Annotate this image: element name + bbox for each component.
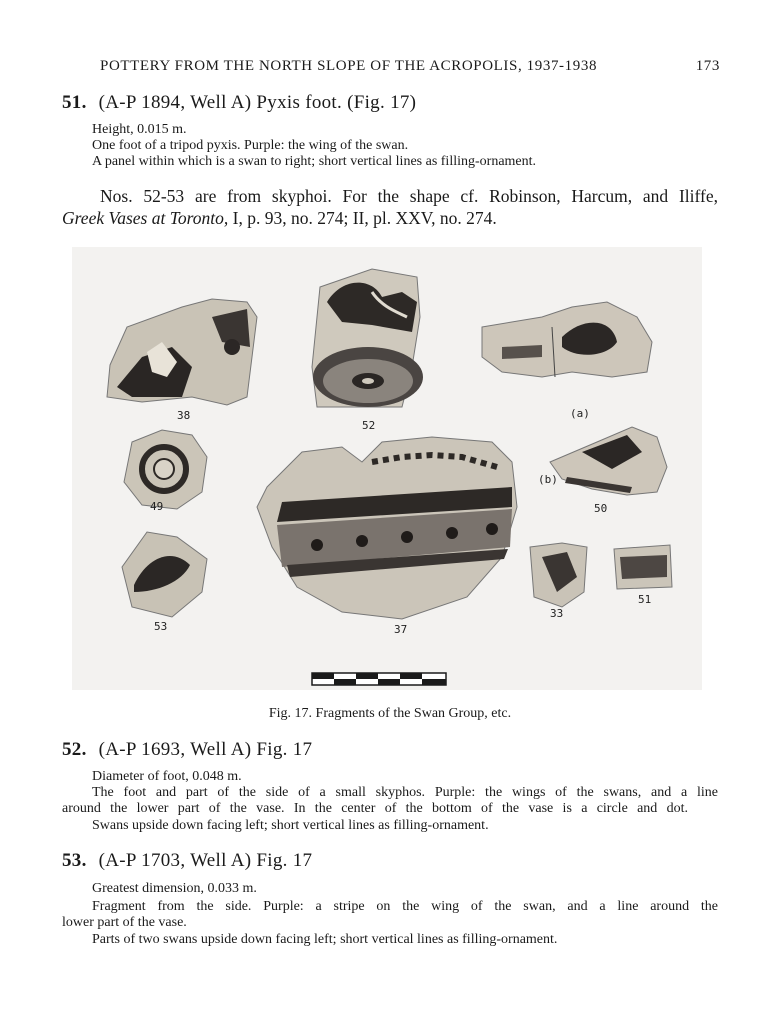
entry-52-line: Swans upside down facing left; short vertical lines as filling-ornament.: [92, 818, 489, 833]
entry-53-line: Fragment from the side. Purple: a stripe on the wing of the swan, and a line around the: [92, 899, 718, 914]
figure-17-plate: [72, 247, 702, 690]
intro-line-2-rest: I, p. 93, no. 274; II, pl. XXV, no. 274.: [228, 208, 497, 228]
intro-italic-title: Greek Vases at Toronto,: [62, 208, 229, 228]
entry-53-line: lower part of the vase.: [62, 915, 187, 930]
entry-52-title: (A-P 1693, Well A) Fig. 17: [98, 739, 313, 760]
fragment-b-50: [550, 427, 667, 495]
entry-51-line: One foot of a tripod pyxis. Purple: the wing of the swan.: [92, 138, 409, 153]
entry-52-line: The foot and part of the side of a small skyphos. Purple: the wings of the swans, and a line: [92, 785, 718, 800]
fragment-33: [530, 543, 587, 607]
label-51: 51: [638, 593, 652, 606]
label-33: 33: [550, 607, 564, 620]
fragment-49: [124, 430, 207, 509]
label-37: 37: [394, 623, 408, 636]
entry-53-title: (A-P 1703, Well A) Fig. 17: [98, 850, 313, 871]
scale-bar: [312, 673, 446, 685]
entry-52-number: 52.: [62, 739, 87, 760]
intro-line-1: Nos. 52-53 are from skyphoi. For the shape cf. Robinson, Harcum, and Iliffe,: [100, 186, 718, 206]
intro-paragraph: [62, 185, 718, 229]
entry-51-heading: [62, 92, 416, 114]
label-50: 50: [594, 502, 608, 515]
intro-line-2: [62, 208, 497, 228]
entry-53-number: 53.: [62, 850, 87, 871]
label-53: 53: [154, 620, 168, 633]
label-b: (b): [538, 473, 558, 486]
running-head-title: POTTERY FROM THE NORTH SLOPE OF THE ACROPOLIS, 1937-1938: [100, 58, 598, 74]
entry-53-heading: [62, 850, 312, 872]
entry-52-heading: [62, 739, 312, 761]
entry-51-line: Height, 0.015 m.: [92, 122, 187, 137]
entry-52-line: around the lower part of the vase. In the center of the bottom of the vase is a circle and dot.: [62, 801, 688, 816]
figure-caption: Fig. 17. Fragments of the Swan Group, etc.: [268, 706, 512, 721]
fragment-37: [257, 437, 517, 619]
fragment-53: [122, 532, 207, 617]
page-number: 173: [695, 58, 720, 74]
fragment-38: [107, 299, 257, 405]
entry-51-line: A panel within which is a swan to right; short vertical lines as filling-ornament.: [92, 154, 537, 169]
entry-52-line: Diameter of foot, 0.048 m.: [92, 769, 242, 784]
entry-51-number: 51.: [62, 92, 87, 113]
label-38: 38: [177, 409, 191, 422]
entry-51-title: (A-P 1894, Well A) Pyxis foot. (Fig. 17): [98, 92, 417, 113]
fragment-51: [614, 545, 672, 589]
entry-53-line: Greatest dimension, 0.033 m.: [92, 881, 257, 896]
figure-photo: [72, 247, 702, 690]
fragment-52: [312, 269, 423, 407]
label-a: (a): [570, 407, 590, 420]
entry-53-line: Parts of two swans upside down facing left; short vertical lines as filling-ornament.: [92, 932, 558, 947]
running-head: [100, 58, 720, 75]
label-49: 49: [150, 500, 164, 513]
label-52: 52: [362, 419, 376, 432]
fragment-a: [482, 302, 652, 377]
